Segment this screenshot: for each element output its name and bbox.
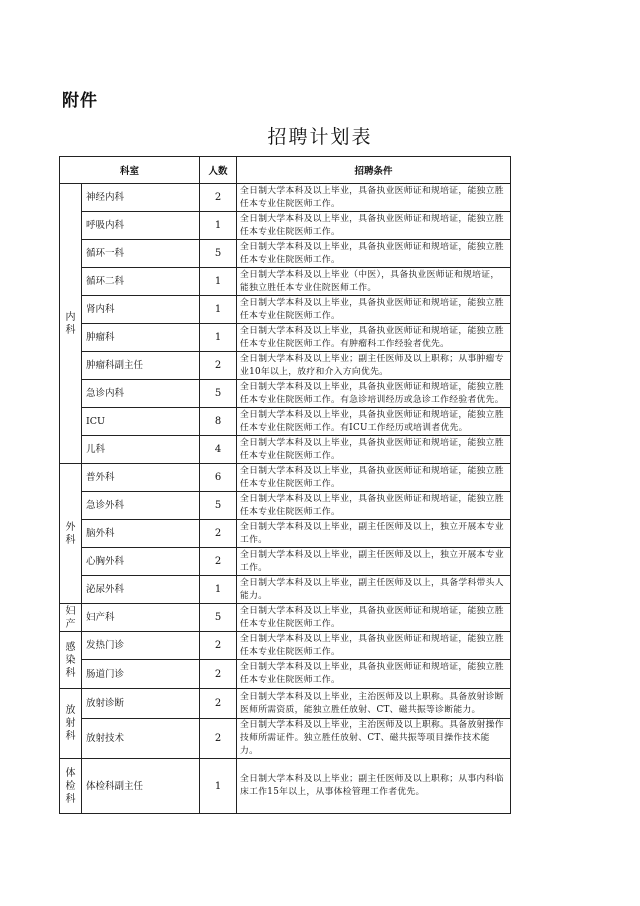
table-row: [60, 759, 511, 814]
header-requirements: 招聘条件: [237, 157, 511, 184]
requirements-cell: 全日制大学本科及以上毕业，具备执业医师证和规培证，能独立胜任本专业住院医师工作。: [237, 296, 511, 324]
table-header-row: [60, 157, 511, 184]
requirements-cell: 全日制大学本科及以上毕业，具备执业医师证和规培证，能独立胜任本专业住院医师工作。: [237, 604, 511, 632]
department-cell: 泌尿外科: [82, 576, 200, 604]
table-row: [60, 548, 511, 576]
group-label: 放 射 科: [60, 689, 82, 759]
group-label: 感 染 科: [60, 632, 82, 689]
department-cell: 放射诊断: [82, 689, 200, 719]
department-cell: 儿科: [82, 436, 200, 464]
requirements-cell: 全日制大学本科及以上毕业，具备执业医师证和规培证，能独立胜任本专业住院医师工作。有肿瘤科工作经验者优先。: [237, 324, 511, 352]
table-row: [60, 352, 511, 380]
department-cell: 肿瘤科: [82, 324, 200, 352]
table-row: [60, 436, 511, 464]
requirements-cell: 全日制大学本科及以上毕业；副主任医师及以上职称；从事肿瘤专业10年以上，放疗和介入方向优先。: [237, 352, 511, 380]
table-row: [60, 576, 511, 604]
table-row: [60, 464, 511, 492]
group-label: 妇 产: [60, 604, 82, 632]
requirements-cell: 全日制大学本科及以上毕业，具备执业医师证和规培证，能独立胜任本专业住院医师工作。: [237, 632, 511, 660]
department-cell: 呼吸内科: [82, 212, 200, 240]
header-department: 科室: [60, 157, 200, 184]
department-cell: 肾内科: [82, 296, 200, 324]
page-title: 招聘计划表: [267, 126, 373, 148]
department-cell: 急诊外科: [82, 492, 200, 520]
requirements-cell: 全日制大学本科及以上毕业，主治医师及以上职称。具备放射操作技师所需证件。独立胜任放射、CT、磁共振等项目操作技术能力。: [237, 719, 511, 759]
count-cell: 4: [200, 436, 237, 464]
count-cell: 5: [200, 604, 237, 632]
table-row: [60, 324, 511, 352]
department-cell: 肠道门诊: [82, 660, 200, 689]
department-cell: ICU: [82, 408, 200, 436]
requirements-cell: 全日制大学本科及以上毕业（中医），具备执业医师证和规培证，能独立胜任本专业住院医师工作。: [237, 268, 511, 296]
table-row: [60, 240, 511, 268]
requirements-cell: 全日制大学本科及以上毕业，主治医师及以上职称。具备放射诊断医师所需资质，能独立胜任放射、CT、磁共振等诊断能力。: [237, 689, 511, 719]
table-row: [60, 660, 511, 689]
count-cell: 1: [200, 296, 237, 324]
count-cell: 6: [200, 464, 237, 492]
requirements-cell: 全日制大学本科及以上毕业，副主任医师及以上，独立开展本专业工作。: [237, 520, 511, 548]
count-cell: 2: [200, 689, 237, 719]
count-cell: 1: [200, 324, 237, 352]
department-cell: 妇产科: [82, 604, 200, 632]
count-cell: 8: [200, 408, 237, 436]
table-row: [60, 632, 511, 660]
requirements-cell: 全日制大学本科及以上毕业；副主任医师及以上职称；从事内科临床工作15年以上，从事体检管理工作者优先。: [237, 759, 511, 814]
table-row: [60, 380, 511, 408]
table-row: [60, 719, 511, 759]
table-row: [60, 520, 511, 548]
requirements-cell: 全日制大学本科及以上毕业，具备执业医师证和规培证，能独立胜任本专业住院医师工作。: [237, 184, 511, 212]
table-row: [60, 604, 511, 632]
table-row: [60, 296, 511, 324]
count-cell: 2: [200, 719, 237, 759]
group-label: 内 科: [60, 184, 82, 464]
requirements-cell: 全日制大学本科及以上毕业，具备执业医师证和规培证，能独立胜任本专业住院医师工作。: [237, 212, 511, 240]
table-row: [60, 184, 511, 212]
header-count: 人数: [200, 157, 237, 184]
count-cell: 2: [200, 660, 237, 689]
department-cell: 普外科: [82, 464, 200, 492]
count-cell: 5: [200, 380, 237, 408]
department-cell: 循环一科: [82, 240, 200, 268]
requirements-cell: 全日制大学本科及以上毕业，副主任医师及以上，独立开展本专业工作。: [237, 548, 511, 576]
department-cell: 体检科副主任: [82, 759, 200, 814]
table-body: [60, 184, 511, 814]
count-cell: 1: [200, 576, 237, 604]
department-cell: 心胸外科: [82, 548, 200, 576]
department-cell: 肿瘤科副主任: [82, 352, 200, 380]
count-cell: 2: [200, 632, 237, 660]
requirements-cell: 全日制大学本科及以上毕业，副主任医师及以上，具备学科带头人能力。: [237, 576, 511, 604]
department-cell: 循环二科: [82, 268, 200, 296]
requirements-cell: 全日制大学本科及以上毕业，具备执业医师证和规培证，能独立胜任本专业住院医师工作。有急诊培训经历或急诊工作经验者优先。: [237, 380, 511, 408]
count-cell: 2: [200, 352, 237, 380]
requirements-cell: 全日制大学本科及以上毕业，具备执业医师证和规培证，能独立胜任本专业住院医师工作。: [237, 436, 511, 464]
table-row: [60, 212, 511, 240]
table-row: [60, 492, 511, 520]
table-row: [60, 268, 511, 296]
department-cell: 脑外科: [82, 520, 200, 548]
department-cell: 放射技术: [82, 719, 200, 759]
table-row: [60, 408, 511, 436]
count-cell: 2: [200, 548, 237, 576]
count-cell: 2: [200, 184, 237, 212]
requirements-cell: 全日制大学本科及以上毕业，具备执业医师证和规培证，能独立胜任本专业住院医师工作。: [237, 464, 511, 492]
department-cell: 发热门诊: [82, 632, 200, 660]
count-cell: 5: [200, 240, 237, 268]
requirements-cell: 全日制大学本科及以上毕业，具备执业医师证和规培证，能独立胜任本专业住院医师工作。: [237, 660, 511, 689]
recruitment-plan-table: [59, 156, 511, 814]
department-cell: 急诊内科: [82, 380, 200, 408]
requirements-cell: 全日制大学本科及以上毕业，具备执业医师证和规培证，能独立胜任本专业住院医师工作。: [237, 240, 511, 268]
count-cell: 1: [200, 759, 237, 814]
requirements-cell: 全日制大学本科及以上毕业，具备执业医师证和规培证，能独立胜任本专业住院医师工作。: [237, 492, 511, 520]
group-label: 外 科: [60, 464, 82, 604]
count-cell: 1: [200, 212, 237, 240]
department-cell: 神经内科: [82, 184, 200, 212]
table-row: [60, 689, 511, 719]
requirements-cell: 全日制大学本科及以上毕业，具备执业医师证和规培证，能独立胜任本专业住院医师工作。有ICU工作经历或培训者优先。: [237, 408, 511, 436]
attachment-label: 附件: [62, 91, 98, 111]
count-cell: 1: [200, 268, 237, 296]
count-cell: 5: [200, 492, 237, 520]
count-cell: 2: [200, 520, 237, 548]
group-label: 体 检 科: [60, 759, 82, 814]
